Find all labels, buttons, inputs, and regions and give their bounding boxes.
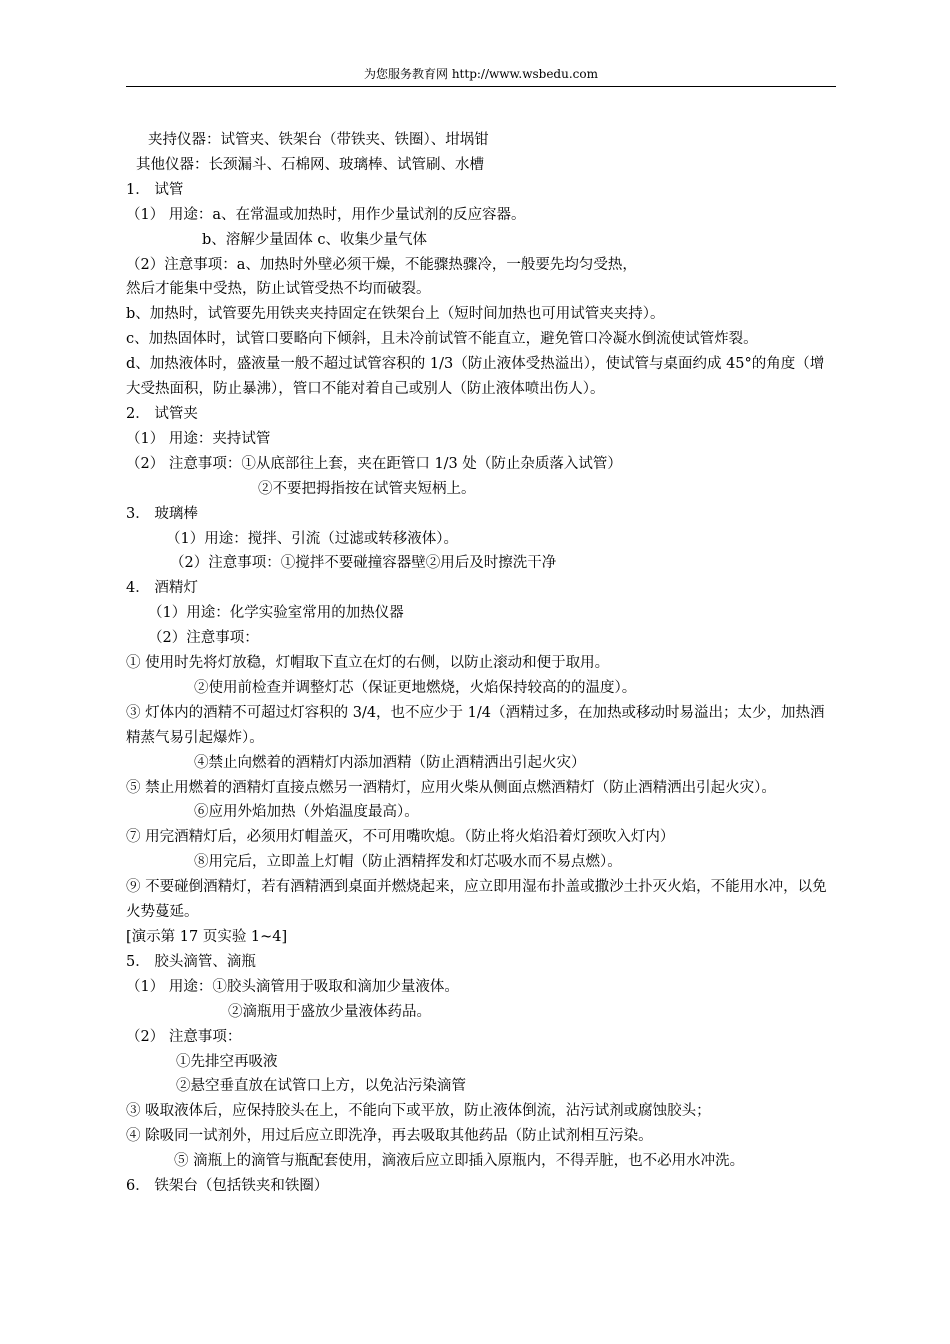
text-line: ①先排空再吸液 — [176, 1053, 278, 1070]
text-line: 6． 铁架台（包括铁夹和铁圈） — [126, 1178, 329, 1195]
text-line: ②不要把拇指按在试管夹短柄上。 — [258, 480, 476, 497]
text-line: 1． 试管 — [126, 181, 184, 198]
text-line: 2． 试管夹 — [126, 405, 198, 422]
text-line: [演示第 17 页实验 1~4] — [126, 929, 288, 945]
text-line: 4． 酒精灯 — [126, 580, 198, 597]
text-line: （2）注意事项： — [148, 630, 259, 647]
text-line: ⑤ 禁止用燃着的酒精灯直接点燃另一酒精灯，应用火柴从侧面点燃酒精灯（防止酒精洒出引起火灾）。 — [126, 779, 776, 796]
text-line: ③ 吸取液体后，应保持胶头在上，不能向下或平放，防止液体倒流，沾污试剂或腐蚀胶头； — [126, 1103, 711, 1120]
page-header: 为您服务教育网 http://www.wsbedu.com — [126, 66, 836, 87]
text-line: ②悬空垂直放在试管口上方，以免沾污染滴管 — [176, 1078, 466, 1095]
text-line: ⑦ 用完酒精灯后，必须用灯帽盖灭，不可用嘴吹熄。（防止将火焰沿着灯颈吹入灯内） — [126, 829, 675, 846]
text-line: d、加热液体时，盛液量一般不超过试管容积的 1/3（防止液体受热溢出），使试管与桌面约成 45°的角度（增大受热面积，防止暴沸），管口不能对着自己或别人（防止液体喷出伤人）。 — [126, 356, 825, 398]
text-line: ⑤ 滴瓶上的滴管与瓶配套使用，滴液后应立即插入原瓶内，不得弄脏，也不必用水冲洗。 — [174, 1153, 745, 1170]
text-line: （2） 注意事项： — [126, 1028, 242, 1045]
text-line: （2）注意事项：①搅拌不要碰撞容器壁②用后及时擦洗干净 — [170, 555, 557, 572]
text-line: ②使用前检查并调整灯芯（保证更地燃烧，火焰保持较高的的温度）。 — [194, 679, 637, 696]
text-line: b、溶解少量固体 c、收集少量气体 — [202, 231, 428, 248]
text-line: （1） 用途：①胶头滴管用于吸取和滴加少量液体。 — [126, 978, 459, 995]
text-line: （2）注意事项：a、加热时外壁必须干燥，不能骤热骤冷，一般要先均匀受热， — [126, 256, 637, 273]
text-line: （1）用途：搅拌、引流（过滤或转移液体）。 — [166, 530, 458, 547]
text-line: ① 使用时先将灯放稳，灯帽取下直立在灯的右侧，以防止滚动和便于取用。 — [126, 655, 610, 672]
document-body — [126, 128, 838, 1199]
text-line: 3． 玻璃棒 — [126, 505, 198, 522]
text-line: （2） 注意事项：①从底部往上套，夹在距管口 1/3 处（防止杂质落入试管） — [126, 455, 622, 472]
text-line: 5． 胶头滴管、滴瓶 — [126, 953, 256, 970]
text-line: ⑧用完后，立即盖上灯帽（防止酒精挥发和灯芯吸水而不易点燃）。 — [194, 854, 622, 871]
text-line: b、加热时，试管要先用铁夹夹持固定在铁架台上（短时间加热也可用试管夹夹持）。 — [126, 306, 665, 323]
text-line: ⑥应用外焰加热（外焰温度最高）。 — [194, 804, 419, 821]
text-line: （1）用途：化学实验室常用的加热仪器 — [148, 605, 404, 622]
text-line: ④ 除吸同一试剂外，用过后应立即洗净，再去吸取其他药品（防止试剂相互污染。 — [126, 1128, 653, 1145]
text-line: ⑨ 不要碰倒酒精灯，若有酒精洒到桌面并燃烧起来，应立即用湿布扑盖或撒沙土扑灭火焰，不能用水冲，以免火势蔓延。 — [126, 879, 827, 921]
text-line: ④禁止向燃着的酒精灯内添加酒精（防止酒精洒出引起火灾） — [194, 754, 586, 771]
text-line: ③ 灯体内的酒精不可超过灯容积的 3/4，也不应少于 1/4（酒精过多，在加热或移动时易溢出；太少，加热酒精蒸气易引起爆炸）。 — [126, 704, 825, 746]
text-line: ②滴瓶用于盛放少量液体药品。 — [228, 1003, 431, 1020]
text-line: 夹持仪器：试管夹、铁架台（带铁夹、铁圈）、坩埚钳 — [148, 132, 489, 148]
text-line: c、加热固体时，试管口要略向下倾斜，且未冷前试管不能直立，避免管口冷凝水倒流使试管炸裂。 — [126, 331, 758, 348]
text-line: 其他仪器：长颈漏斗、石棉网、玻璃棒、试管刷、水槽 — [136, 156, 484, 173]
text-line: 然后才能集中受热，防止试管受热不均而破裂。 — [126, 281, 431, 298]
text-line: （1） 用途：a、在常温或加热时，用作少量试剂的反应容器。 — [126, 206, 526, 223]
text-line: （1） 用途：夹持试管 — [126, 430, 271, 447]
